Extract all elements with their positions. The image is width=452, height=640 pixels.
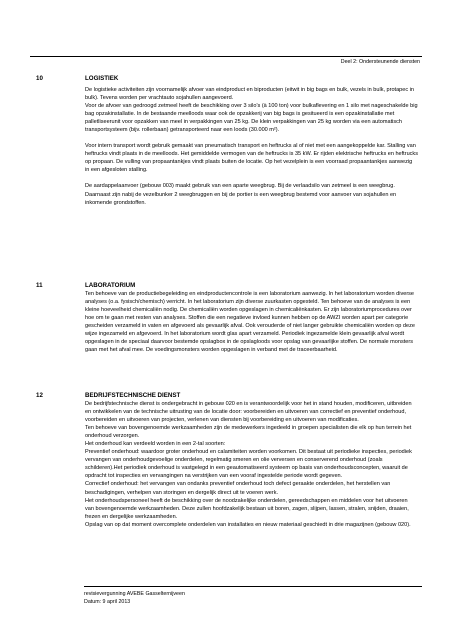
paragraph: De aardappelaanvoer (gebouw 003) maakt gebruik van een aparte weegbrug. Bij de verlaadsilo van zetmeel is een weegbrug. Daarnaast zijn nabij de vezelbunker 2 weegbruggen en bij de portier is een weegbrug bestemd voor aanvoer van sojahullen en inkomende grondstoffen.: [85, 183, 397, 206]
section-laboratorium: [36, 282, 418, 392]
section-number: 10: [36, 75, 43, 82]
header-divider: [30, 56, 422, 57]
section-title: LOGISTIEK: [85, 75, 119, 82]
paragraph: Preventief onderhoud: waardoor groter onderhoud en calamiteiten worden voorkomen. Dit bestaat uit periodieke inspecties, periodiek vervangen van onderhoudgevoelige onderdelen, regelmatig smeren en olie verversen en conserverend onderhoud (zoals schilderen).Het periodiek onderhoud is vastgelegd in een geautomatiseerd systeem op basis van onderhoudsconcepten, waaruit de opdracht tot inspecties en vervangingen na verstrijken van een vooraf ingestelde periode wordt gegeven.: [85, 449, 412, 480]
section-body: [85, 400, 418, 529]
section-body: [85, 86, 418, 215]
paragraph: Ten behoeve van bovengenoemde werkzaamheden zijn de medewerkers ingedeeld in groepen specialisten die elk op hun terrein het onderhoud verzorgen.: [85, 425, 412, 440]
paragraph: Opslag van op dat moment overcomplete onderdelen van installaties en nieuw materiaal geschiedt in drie magazijnen (gebouw 020).: [85, 521, 411, 528]
paragraph: Voor intern transport wordt gebruik gemaakt van pneumatisch transport en heftrucks al of niet met een aangekoppelde kar. Stalling van heftrucks vindt plaats in de meelloods. Het gemiddelde vermogen van de heftrucks is 35 kW. Er rijden elektrische heftrucks en heftrucks op propaan. De vulling van propaantankjes vindt plaats buiten de locatie. Op het vezelplein is een voorraad propaantankjes aanwezig in een afgesloten stalling.: [85, 143, 418, 174]
paragraph: Voor de afvoer van gedroogd zetmeel heeft de beschikking over 3 silo's (à 100 ton) voor bulkaflevering en 1 silo met nageschakelde big bag opzakinstallatie. In de bestaande meelloods waar ook de opzakkerij van big bags is gesitueerd is een opzakinstallatie met palletliseerunit voor opzakken van meel in verpakkingen van 25 kg. De klein verpakkingen van 25 kg worden via een automatisch transportsysteem (bijv. rollerbaan) getransporteerd naar een loods (30.000 m²).: [85, 103, 418, 134]
section-number: 12: [36, 392, 43, 399]
section-logistiek: [36, 75, 418, 285]
page-footer: [84, 590, 185, 606]
section-title: BEDRIJFSTECHNISCHE DIENST: [85, 392, 181, 399]
page-header: Deel 2: Ondersteunende diensten: [340, 59, 420, 65]
paragraph: Het onderhoudspersoneel heeft de beschikking over de noodzakelijke onderdelen, gereedschappen en middelen voor het uitvoeren van bovengenoemde werkzaamheden. Deze zullen hoofdzakelijk bestaan uit boren, zagen, slijpen, lassen, stralen, snijden, draaien, frezen en dergelijke werkzaamheden.: [85, 497, 409, 520]
footer-divider: [84, 586, 422, 587]
paragraph: De logistieke activiteiten zijn voornamelijk afvoer van eindproduct en biproducten (eitwit in big bags en bulk, vezels in bulk, protapec in bulk). Tevens worden per vrachtauto sojahullen aangevoerd.: [85, 87, 414, 102]
section-body: [85, 290, 418, 362]
section-title: LABORATORIUM: [85, 282, 136, 289]
section-bedrijfstechnische-dienst: [36, 392, 418, 582]
footer-date: Datum: 9 april 2013: [84, 599, 131, 605]
paragraph: De bedrijfstechnische dienst is ondergebracht in gebouw 020 en is verantwoordelijk voor het in stand houden, modificeren, uitbreiden en ontwikkelen van de technische uitrusting van de locatie door: voorbereiden en uitvoeren van correctief en preventief onderhoud, voorbereiden en uitvoeren van projecten, verlenen van diensten bij voorbereiding en uitvoeren van modificaties.: [85, 401, 412, 424]
paragraph: Correctief onderhoud: het vervangen van ondanks preventief onderhoud toch defect geraakte onderdelen, het herstellen van beschadigingen, verhelpen van storingen en dergelijk direct uit te voeren werk.: [85, 481, 391, 496]
paragraph: Ten behoeve van de productiebegeleiding en eindproductencontrole is een laboratorium aanwezig. In het laboratorium worden diverse analyses (o.a. fysisch/chemisch) verricht. In het laboratorium zijn diverse zuurkasten opgesteld. Ten behoeve van de analyses is een kleine hoeveelheid chemicaliën nodig. De chemicaliën worden opgeslagen in chemicaliënkasten. Er zijn laboratoriumprocedures over hoe om te gaan met resten van analyses. Stoffen die een negatieve invloed kunnen hebben op de AWZI worden apart per categorie gescheiden verzameld in vaten en afgevoerd als gevaarlijk afval. Ook verouderde of niet langer gebruikte chemicaliën worden op deze wijze ingezameld en afgevoerd. In het laboratorium wordt glas apart verzameld. Periodiek ingezamelde klein gevaarlijk afval wordt opgeslagen in de speciaal daarvoor bestemde opslagbox in de opslagloods voor opslag van gevaarlijke stoffen. De normale monsters gaan met het afval mee. De voedingsmonsters worden opgeslagen in verband met de traceerbaarheid.: [85, 291, 415, 354]
paragraph: Het onderhoud kan verdeeld worden in een 2-tal soorten:: [85, 441, 226, 448]
footer-document-title: revisievergunning AVEBE Gasselternijveen: [84, 591, 185, 597]
section-number: 11: [36, 282, 43, 289]
